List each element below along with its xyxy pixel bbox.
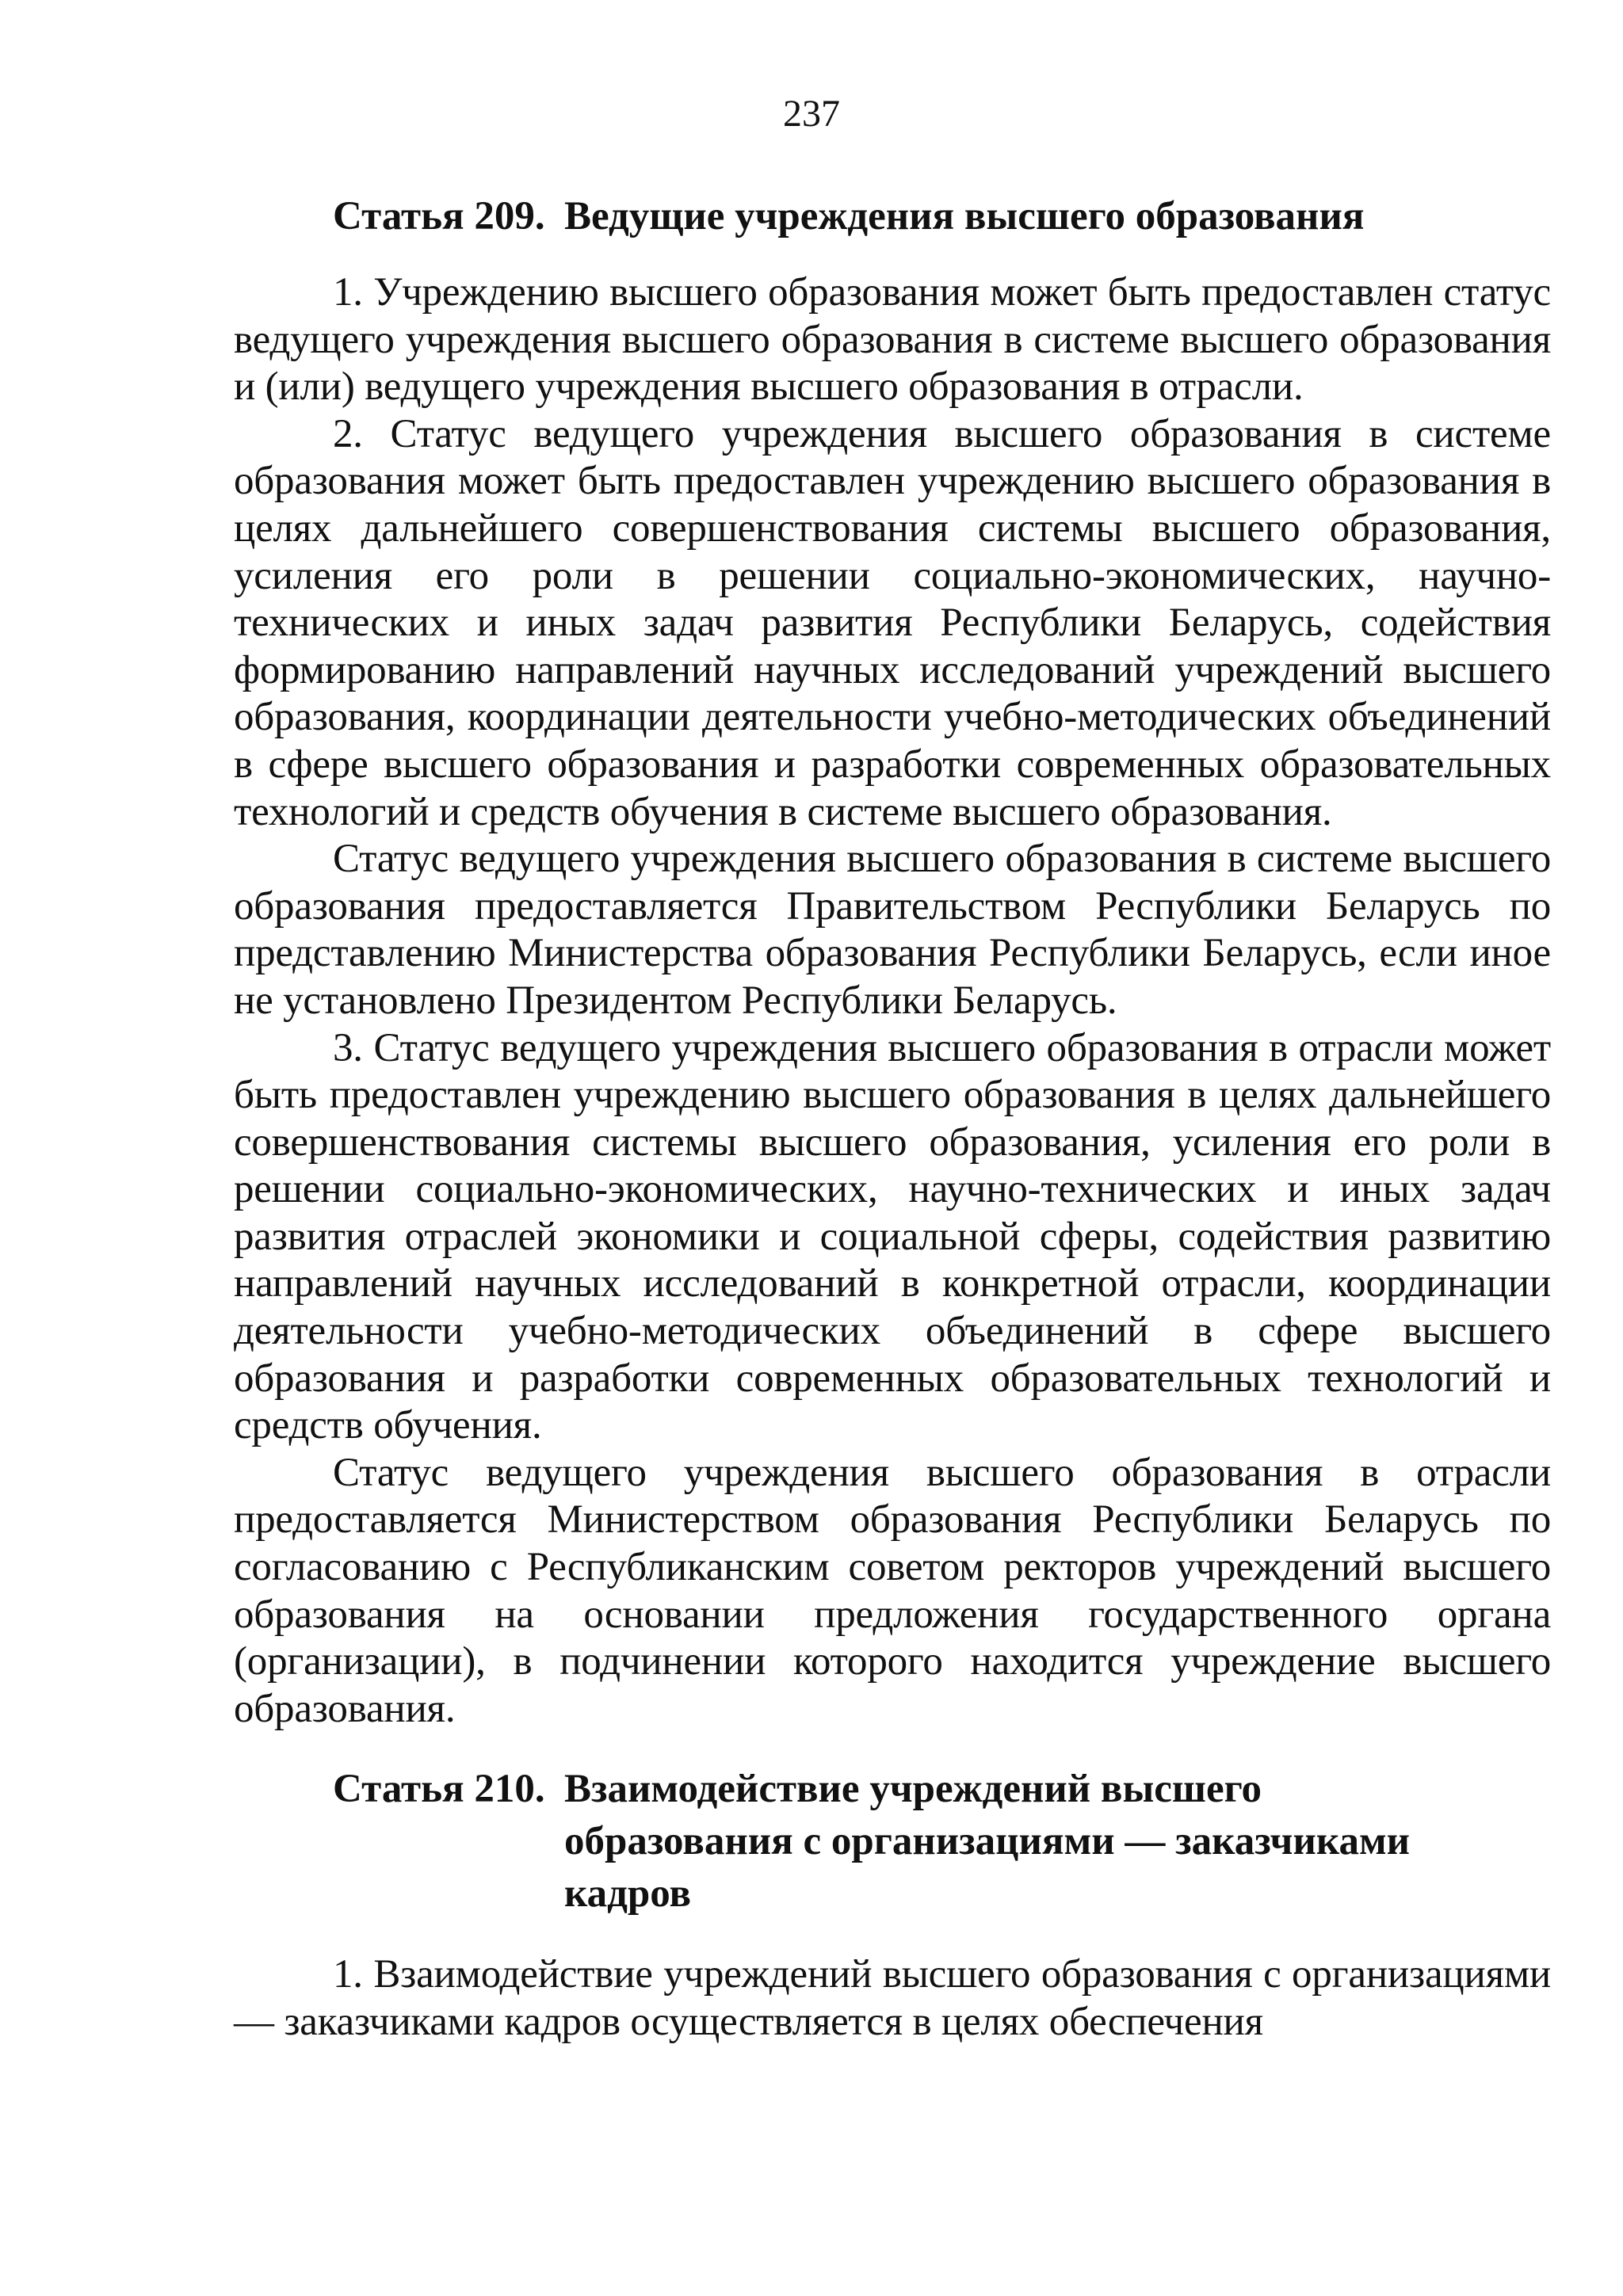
article-210-heading (234, 1763, 1551, 1920)
article-209-paragraph-1: 1. Учреждению высшего образования может быть предоставлен статус ведущего учреждения высшего образования в системе высшего образования и (или) ведущего учреждения высшего образования в отрасли. (234, 270, 1551, 410)
article-210-title: Взаимодействие учреждений высшего образования с организациями — заказчиками кадров (564, 1767, 1411, 1917)
article-209-paragraph-5: Статус ведущего учреждения высшего образования в отрасли предоставляется Министерством образования Республики Беларусь по согласованию с Республиканским советом ректоров учреждений высшего образования на основании предложения государственного органа (организации), в подчинении которого находится учреждение высшего образования. (234, 1450, 1551, 1731)
page-number: 237 (783, 93, 840, 135)
article-210-number: Статья 210. (333, 1767, 545, 1812)
article-209-paragraph-3: Статус ведущего учреждения высшего образования в системе высшего образования предоставляется Правительством Республики Беларусь по представлению Министерства образования Республики Беларусь, если иное не установлено Президентом Республики Беларусь. (234, 837, 1551, 1023)
article-209-heading (234, 190, 1551, 242)
article-209-paragraph-2: 2. Статус ведущего учреждения высшего образования в системе образования может быть предоставлен учреждению высшего образования в целях дальнейшего совершенствования системы высшего образования, усиления его роли в решении социально-экономических, научно-технических и иных задач развития Республики Беларусь, содействия формированию направлений научных исследований учреждений высшего образования, координации деятельности учебно-методических объединений в сфере высшего образования и разработки современных образовательных технологий и средств обучения в системе высшего образования. (234, 411, 1551, 834)
article-209-title: Ведущие учреждения высшего образования (564, 194, 1365, 238)
article-209-number: Статья 209. (333, 194, 545, 238)
article-210-paragraph-1: 1. Взаимодействие учреждений высшего образования с организациями — заказчиками кадров осуществляется в целях обеспечения (234, 1952, 1551, 2044)
article-209-paragraph-4: 3. Статус ведущего учреждения высшего образования в отрасли может быть предоставлен учреждению высшего образования в целях дальнейшего совершенствования системы высшего образования, усиления его роли в решении социально-экономических, научно-технических и иных задач развития отраслей экономики и социальной сферы, содействия развитию направлений научных исследований в конкретной отрасли, координации деятельности учебно-методических объединений в сфере высшего образования и разработки современных образовательных технологий и средств обучения. (234, 1025, 1551, 1448)
document-body (234, 190, 1551, 2046)
